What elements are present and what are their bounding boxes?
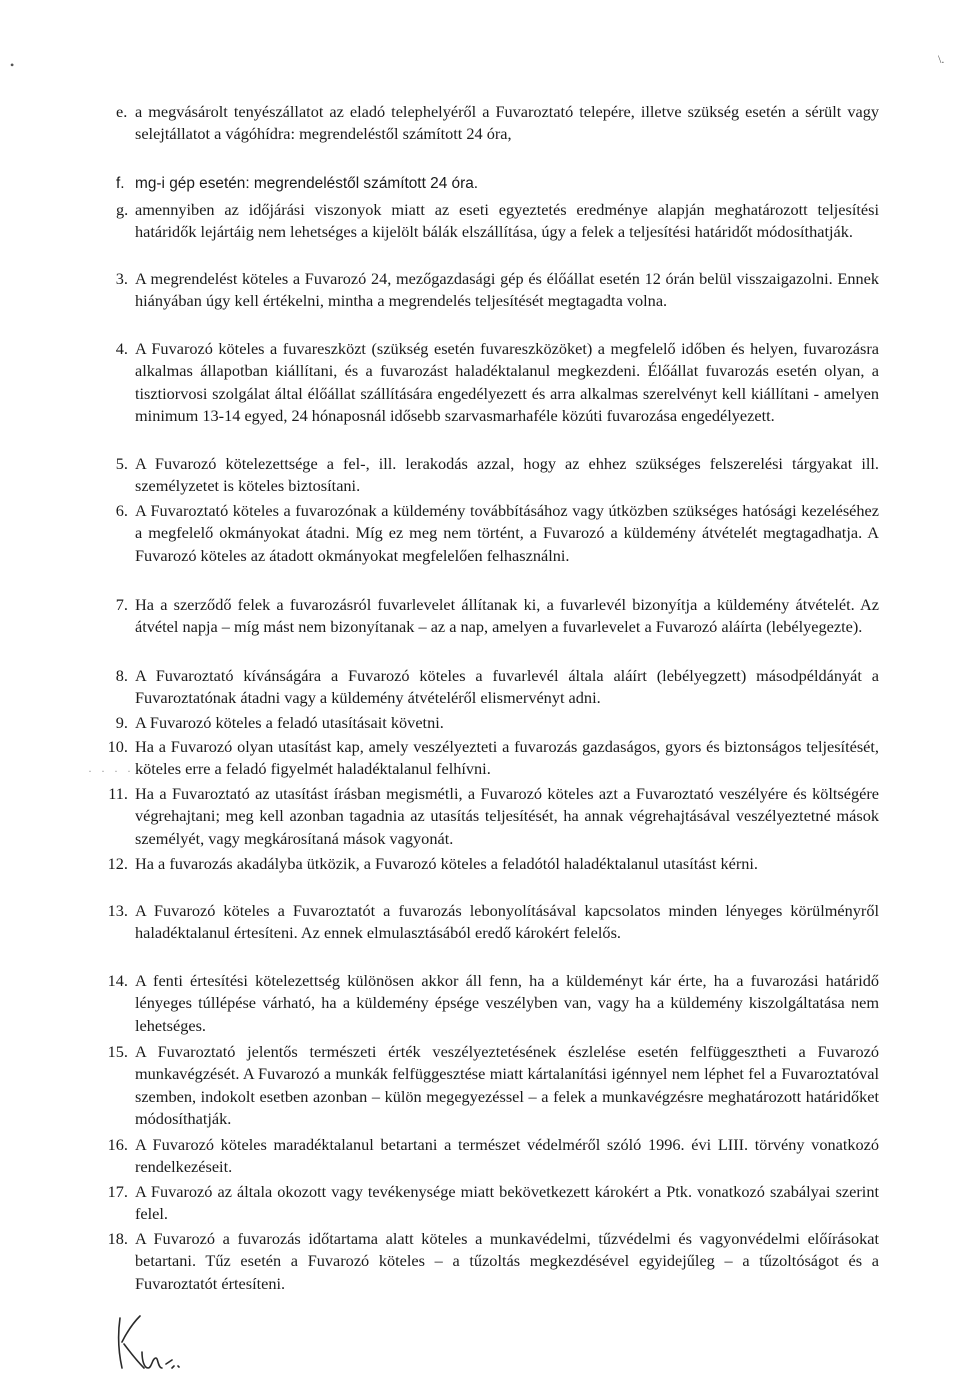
clause-13 (107, 900, 879, 945)
clause-number: 17. (107, 1182, 128, 1201)
clause-text: A Fuvarozó az általa okozott vagy tevékenysége miatt bekövetkezett károkért a Ptk. vonatkozó szabályai szerint felel. (135, 1182, 879, 1224)
clause-6 (115, 500, 879, 567)
clause-number: 12. (107, 854, 128, 873)
clause-text: A Fuvaroztató kívánságára a Fuvarozó köteles a fuvarlevél általa aláírt (lebélyegzett) másodpéldányát a Fuvaroztatónak átadni vagy a küldemény átvételéről elismervényt adni. (135, 666, 879, 708)
clause-text: A Fuvarozó köteles maradéktalanul betartani a természet védelméről szóló 1996. évi LIII. törvény vonatkozó rendelkezéseit. (135, 1135, 879, 1177)
clause-5 (115, 453, 879, 498)
clause-number: 5. (115, 454, 128, 473)
clause-10 (107, 736, 879, 781)
clause-text: A megrendelést köteles a Fuvarozó 24, mezőgazdasági gép és élőállat esetén 12 órán belül visszaigazolni. Ennek hiányában úgy kell értékelni, mintha a megrendelés teljesítését megtagadta volna. (135, 269, 879, 311)
clause-number: 10. (107, 737, 128, 756)
subitem-label: f. (116, 175, 125, 192)
clause-number: 14. (107, 971, 128, 990)
clause-4 (115, 338, 879, 428)
clause-9 (115, 712, 879, 734)
subitem-g (116, 199, 879, 243)
clause-12 (107, 853, 879, 875)
clause-text: Ha a szerződő felek a fuvarozásról fuvarlevelet állítanak ki, a fuvarlevél bizonyítja a küldemény átvételét. Az átvétel napja – míg mást nem bizonyítanak – az a nap, amelyen a fuvarlevelet a Fuvarozó aláírta (lebélyegezte). (135, 595, 879, 637)
scan-dots-mark: · · · · · (88, 764, 147, 778)
clause-text: Ha a fuvarozás akadályba ütközik, a Fuvarozó köteles a feladótól haladéktalanul utasítást kérni. (135, 854, 758, 873)
clause-number: 9. (115, 713, 128, 732)
clause-16 (107, 1134, 879, 1179)
clause-7 (115, 594, 879, 639)
clause-number: 8. (115, 666, 128, 685)
clause-text: A fenti értesítési kötelezettség különösen akkor áll fenn, ha a küldeményt kár érte, ha a fuvarozási határidő lényeges túllépése várható, ha a küldemény épsége veszélyben van, vagy ha a küldemény kiszolgáltatása nem lehetséges. (135, 971, 879, 1035)
clause-text: A Fuvarozó köteles a fuvareszközt (szükség esetén fuvareszközöket) a megfelelő időben és helyen, fuvarozásra alkalmas állapotban kiállítani, és a fuvarozást haladéktalanul megkezdeni. Élőállat fuvarozás esetén olyan, a tisztiorvosi szolgálat által élőállat szállítására engedélyezett és arra alkalmas szerelvényt kell kiállítani - amelyen minimum 13-14 egyed, 24 hónaposnál idősebb szarvasmarhaféle közúti fuvarozása engedélyezett. (135, 339, 879, 426)
clause-8 (115, 665, 879, 710)
clause-text: A Fuvarozó a fuvarozás időtartama alatt köteles a munkavédelmi, tűzvédelmi és vagyonvédelmi előírásokat betartani. Tűz esetén a Fuvarozó köteles – a tűzoltás megkezdésével egyidejűleg – a tűzoltóságot és a Fuvaroztatót értesíteni. (135, 1229, 879, 1293)
clause-number: 4. (115, 339, 128, 358)
clause-number: 16. (107, 1135, 128, 1154)
clause-14 (107, 970, 879, 1037)
clause-number: 13. (107, 901, 128, 920)
clause-11 (108, 783, 879, 850)
clause-3 (115, 268, 879, 313)
clause-number: 18. (107, 1229, 128, 1248)
subitem-label: g. (116, 200, 129, 219)
clause-number: 3. (115, 269, 128, 288)
subitem-text: a megvásárolt tenyészállatot az eladó telephelyéről a Fuvaroztató telepére, illetve szükség esetén a sérült vagy selejtállatot a vágóhídra: megrendeléstől számított 24 óra, (135, 102, 879, 144)
clause-18 (107, 1228, 879, 1295)
clause-text: A Fuvaroztató jelentős természeti érték veszélyeztetésének észlelése esetén felfüggesztheti a Fuvarozó munkavégzését. A Fuvarozó a munkák felfüggesztése miatt kártalanítási igénnyel nem léphet fel a Fuvaroztatóval szemben, indokolt esetben azonban – külön megegyezéssel – a felek a munkavégzésre meghatározott határidőket módosíthatják. (135, 1042, 879, 1129)
clause-number: 7. (115, 595, 128, 614)
clause-17 (107, 1181, 879, 1226)
scan-corner-mark: \. (938, 52, 945, 66)
clause-number: 15. (107, 1042, 128, 1061)
handwritten-initials-signature (112, 1312, 192, 1372)
subitem-label: e. (116, 102, 128, 121)
clause-text: Ha a Fuvaroztató az utasítást írásban megismétli, a Fuvarozó köteles azt a Fuvaroztató veszélyére és költségére végrehajtani; meg kell azonban tagadnia az utasítás teljesítését, ha annak végrehajtásával veszélyeztetné mások személyét, vagy megkárosítaná mások vagyonát. (135, 784, 879, 848)
clause-text: Ha a Fuvarozó olyan utasítást kap, amely veszélyezteti a fuvarozás gazdaságos, gyors és biztonságos teljesítését, köteles erre a feladó figyelmét haladéktalanul felhívni. (135, 737, 879, 779)
subitem-text: mg-i gép esetén: megrendeléstől számított 24 óra. (135, 175, 479, 192)
subitem-f (116, 173, 879, 195)
clause-text: A Fuvaroztató köteles a fuvarozónak a küldemény továbbításához vagy útközben szükséges hatósági kezeléséhez a megfelelő okmányokat átadni. Míg ez meg nem történt, a Fuvarozó a küldemény átvételét megtagadhatja. A Fuvarozó köteles az átadott okmányokat megfelelően felhasználni. (135, 501, 879, 565)
clause-text: A Fuvarozó köteles a feladó utasításait követni. (135, 713, 444, 732)
clause-text: A Fuvarozó kötelezettsége a fel-, ill. lerakodás azzal, hogy az ehhez szükséges felszerelési tárgyakat ill. személyzetet is köteles biztosítani. (135, 454, 879, 496)
clause-number: 6. (115, 501, 128, 520)
clause-15 (107, 1041, 879, 1131)
clause-number: 11. (108, 784, 128, 803)
subitem-e (116, 101, 879, 145)
subitem-text: amennyiben az időjárási viszonyok miatt az eseti egyeztetés eredménye alapján meghatározott teljesítési határidők lejártáig nem lehetséges a kijelölt bálák elszállítása, úgy a felek a teljesítési határidőt módosíthatják. (135, 200, 879, 242)
scan-dot-mark: • (10, 58, 15, 72)
clause-text: A Fuvarozó köteles a Fuvaroztatót a fuvarozás lebonyolításával kapcsolatos minden lényeges körülményről haladéktalanul értesíteni. Az ennek elmulasztásából eredő károkért felelős. (135, 901, 879, 943)
